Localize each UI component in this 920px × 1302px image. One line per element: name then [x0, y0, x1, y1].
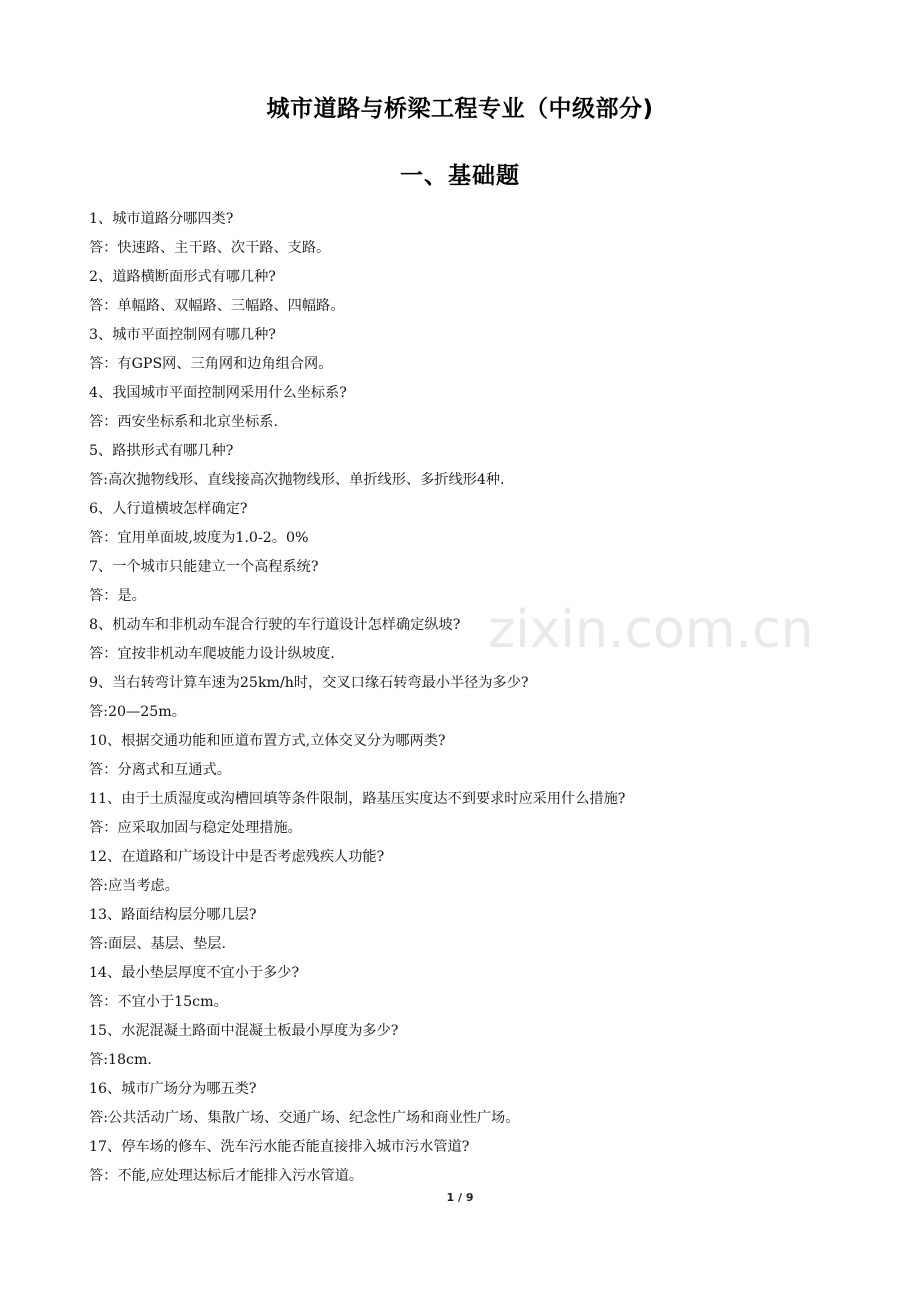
answer-line: 答：宜按非机动车爬坡能力设计纵坡度.: [89, 646, 335, 662]
question-line: 6、人行道横坡怎样确定?: [89, 501, 248, 517]
page-number: 1 / 9: [446, 1191, 474, 1204]
question-line: 7、一个城市只能建立一个高程系统?: [89, 559, 319, 575]
answer-line: 答:20—25m。: [89, 704, 186, 720]
question-line: 9、当右转弯计算车速为25km/h时，交叉口缘石转弯最小半径为多少?: [89, 675, 529, 691]
question-line: 10、根据交通功能和匝道布置方式,立体交叉分为哪两类?: [89, 733, 446, 749]
qa-list: [89, 205, 889, 1191]
answer-line: 答：不宜小于15cm。: [89, 994, 228, 1010]
question-line: 17、停车场的修车、洗车污水能否能直接排入城市污水管道?: [89, 1139, 470, 1155]
question-line: 4、我国城市平面控制网采用什么坐标系?: [89, 385, 347, 401]
document-title: 城市道路与桥梁工程专业（中级部分): [266, 96, 654, 122]
answer-line: 答：西安坐标系和北京坐标系.: [89, 414, 278, 430]
question-line: 15、水泥混凝土路面中混凝土板最小厚度为多少?: [89, 1023, 399, 1039]
watermark: zixin.com.cn: [488, 600, 814, 660]
answer-line: 答：分离式和互通式。: [89, 762, 231, 778]
question-line: 8、机动车和非机动车混合行驶的车行道设计怎样确定纵坡?: [89, 617, 461, 633]
question-line: 12、在道路和广场设计中是否考虑残疾人功能?: [89, 849, 385, 865]
answer-line: 答：有GPS网、三角网和边角组合网。: [89, 356, 333, 372]
question-line: 3、城市平面控制网有哪几种?: [89, 327, 276, 343]
question-line: 1、城市道路分哪四类?: [89, 211, 234, 227]
answer-line: 答：快速路、主干路、次干路、支路。: [89, 240, 331, 256]
answer-line: 答:应当考虑。: [89, 878, 179, 894]
answer-line: 答:面层、基层、垫层.: [89, 936, 226, 952]
question-line: 2、道路横断面形式有哪几种?: [89, 269, 276, 285]
question-line: 13、路面结构层分哪几层?: [89, 907, 257, 923]
question-line: 11、由于土质湿度或沟槽回填等条件限制，路基压实度达不到要求时应采用什么措施?: [89, 791, 626, 807]
answer-line: 答:高次抛物线形、直线接高次抛物线形、单折线形、多折线形4种.: [89, 472, 505, 488]
answer-line: 答：不能,应处理达标后才能排入污水管道。: [89, 1168, 364, 1184]
answer-line: 答：单幅路、双幅路、三幅路、四幅路。: [89, 298, 345, 314]
section-heading: 一、基础题: [400, 163, 520, 189]
answer-line: 答：宜用单面坡,坡度为1.0-2。0%: [89, 530, 309, 546]
answer-line: 答:18cm.: [89, 1052, 152, 1068]
question-line: 14、最小垫层厚度不宜小于多少?: [89, 965, 300, 981]
answer-line: 答：是。: [89, 588, 146, 604]
question-line: 16、城市广场分为哪五类?: [89, 1081, 257, 1097]
answer-line: 答：应采取加固与稳定处理措施。: [89, 820, 302, 836]
answer-line: 答:公共活动广场、集散广场、交通广场、纪念性广场和商业性广场。: [89, 1110, 520, 1126]
question-line: 5、路拱形式有哪几种?: [89, 443, 234, 459]
